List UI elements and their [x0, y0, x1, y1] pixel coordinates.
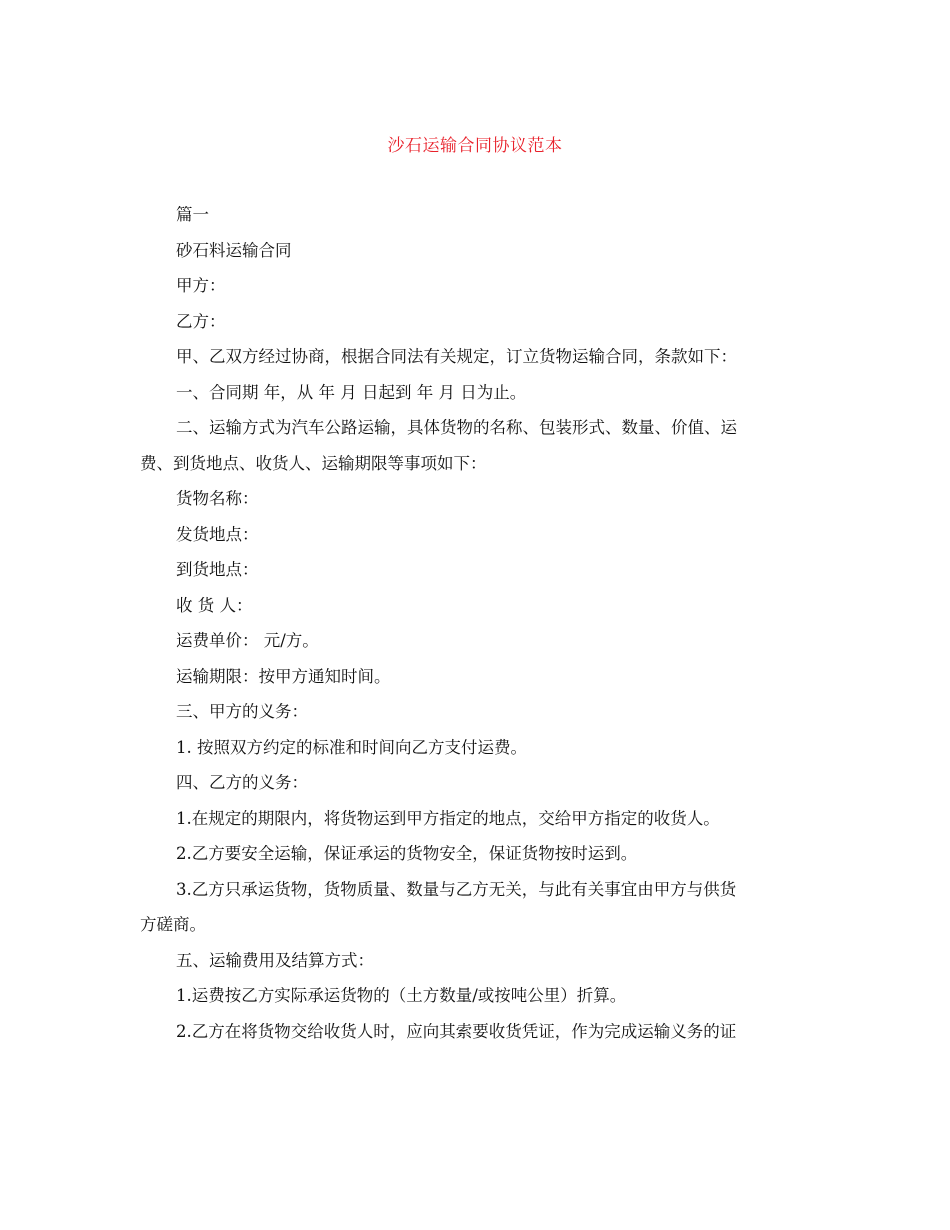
- clause-2-line-2: 费、到货地点、收货人、运输期限等事项如下：: [140, 453, 487, 473]
- clause-4-item-3-line-1: 3.乙方只承运货物，货物质量、数量与乙方无关，与此有关事宜由甲方与供货: [176, 879, 737, 899]
- clause-2-transport-method: [140, 416, 812, 476]
- clause-1-term: 一、合同期 年，从 年 月 日起到 年 月 日为止。: [176, 382, 527, 402]
- party-b-line: 乙方：: [176, 311, 226, 331]
- clause-3-item-1: 1. 按照双方约定的标准和时间向乙方支付运费。: [176, 737, 527, 757]
- preamble-paragraph: 甲、乙双方经过协商，根据合同法有关规定，订立货物运输合同，条款如下：: [176, 347, 737, 366]
- field-origin: 发货地点：: [176, 524, 259, 544]
- field-transport-period: 运输期限：按甲方通知时间。: [176, 666, 391, 686]
- document-body: [140, 203, 812, 1055]
- clause-5-item-1: 1.运费按乙方实际承运货物的（土方数量/或按吨公里）折算。: [176, 986, 627, 1005]
- section-heading: 篇一: [176, 205, 209, 224]
- clause-4-item-2: 2.乙方要安全运输，保证承运的货物安全，保证货物按时运到。: [176, 844, 638, 863]
- document-title: 沙石运输合同协议范本: [387, 136, 563, 156]
- clause-4-item-3: [140, 878, 812, 938]
- clause-5-item-2: 2.乙方在将货物交给收货人时，应向其索要收货凭证，作为完成运输义务的证: [176, 1021, 737, 1041]
- field-cargo-name: 货物名称：: [176, 489, 259, 508]
- contract-name: 砂石料运输合同: [176, 240, 292, 260]
- field-unit-price: 运费单价： 元/方。: [176, 631, 319, 650]
- clause-5-heading: 五、运输费用及结算方式：: [176, 950, 374, 970]
- field-destination: 到货地点：: [176, 560, 259, 579]
- field-consignee: 收 货 人：: [176, 595, 253, 615]
- clause-4-heading: 四、乙方的义务：: [176, 773, 308, 792]
- party-a-line: 甲方：: [176, 276, 226, 295]
- clause-4-item-1: 1.在规定的期限内，将货物运到甲方指定的地点，交给甲方指定的收货人。: [176, 808, 720, 828]
- clause-2-line-1: 二、运输方式为汽车公路运输，具体货物的名称、包装形式、数量、价值、运: [176, 418, 737, 437]
- clause-4-item-3-line-2: 方磋商。: [140, 915, 206, 934]
- clause-3-heading: 三、甲方的义务：: [176, 702, 308, 721]
